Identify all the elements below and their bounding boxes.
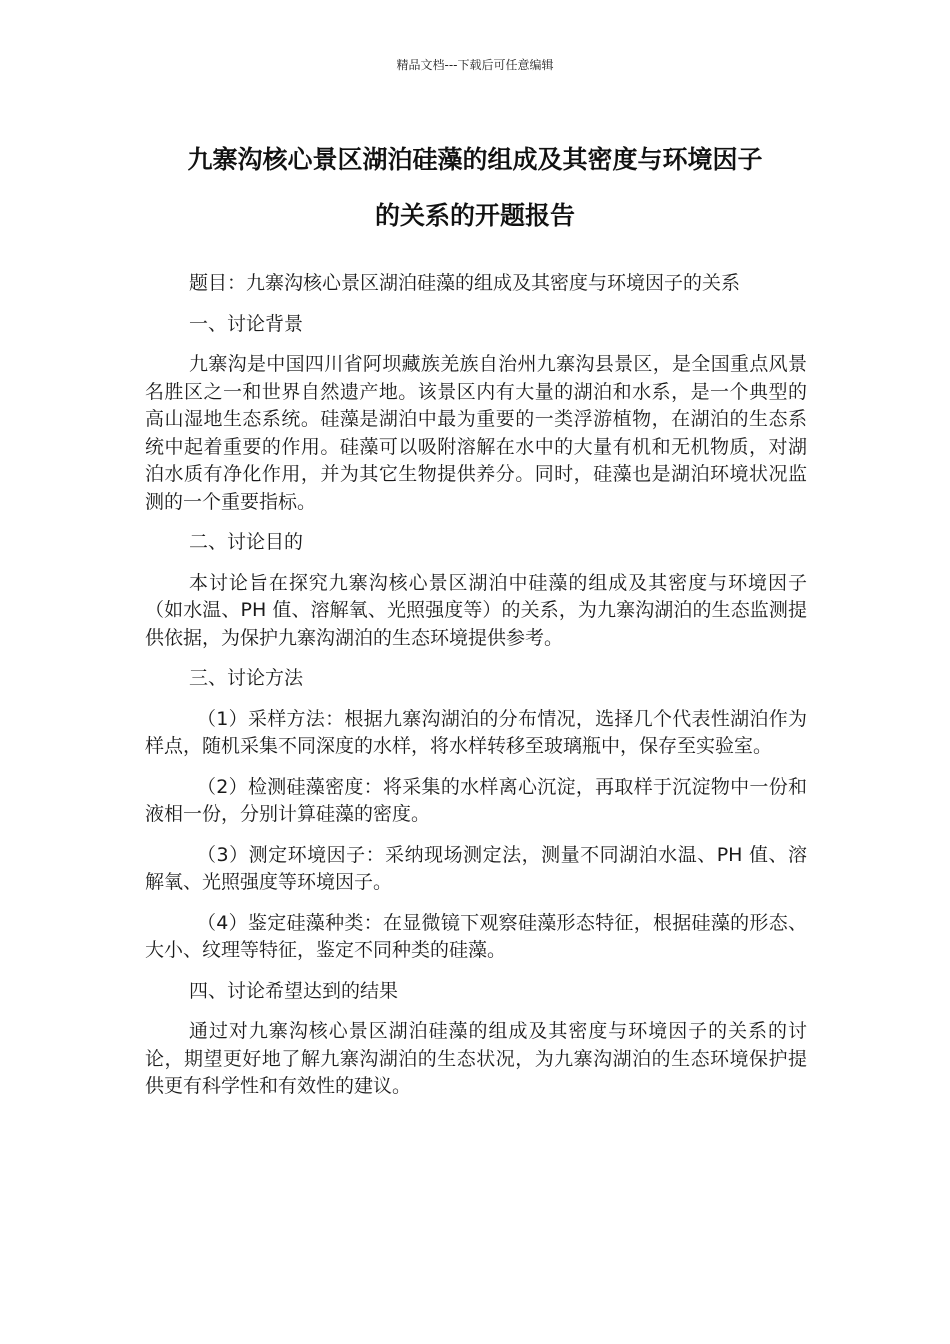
title-line-2: 的关系的开题报告 [374,201,575,230]
section-heading-purpose: 二、讨论目的 [189,531,304,553]
document-body [145,270,807,1114]
method-item-identification: （4）鉴定硅藻种类：在显微镜下观察硅藻形态特征，根据硅藻的形态、大小、纹理等特征，鉴定不同种类的硅藻。 [145,911,807,961]
header-note: 精品文档---下载后可任意编辑 [396,58,554,72]
section-heading-methods: 三、讨论方法 [189,667,304,689]
method-item-environment: （3）测定环境因子：采纳现场测定法，测量不同湖泊水温、PH 值、溶解氧、光照强度等环境因子。 [145,843,807,893]
background-paragraph: 九寨沟是中国四川省阿坝藏族羌族自治州九寨沟县景区，是全国重点风景名胜区之一和世界自然遗产地。该景区内有大量的湖泊和水系，是一个典型的高山湿地生态系统。硅藻是湖泊中最为重要的一类浮游植物，在湖泊的生态系统中起着重要的作用。硅藻可以吸附溶解在水中的大量有机和无机物质，对湖泊水质有净化作用，并为其它生物提供养分。同时，硅藻也是湖泊环境状况监测的一个重要指标。 [145,353,807,513]
method-item-sampling: （1）采样方法：根据九寨沟湖泊的分布情况，选择几个代表性湖泊作为样点，随机采集不同深度的水样，将水样转移至玻璃瓶中，保存至实验室。 [145,707,807,757]
section-heading-background: 一、讨论背景 [189,312,304,335]
section-heading-results: 四、讨论希望达到的结果 [189,979,399,1002]
topic-line: 题目：九寨沟核心景区湖泊硅藻的组成及其密度与环境因子的关系 [189,272,741,294]
results-paragraph: 通过对九寨沟核心景区湖泊硅藻的组成及其密度与环境因子的关系的讨论，期望更好地了解九寨沟湖泊的生态状况，为九寨沟湖泊的生态环境保护提供更有科学性和有效性的建议。 [145,1020,807,1097]
title-line-1: 九寨沟核心景区湖泊硅藻的组成及其密度与环境因子 [187,145,763,174]
document-title [130,132,820,244]
method-item-density: （2）检测硅藻密度：将采集的水样离心沉淀，再取样于沉淀物中一份和液相一份，分别计算硅藻的密度。 [145,775,807,825]
purpose-paragraph: 本讨论旨在探究九寨沟核心景区湖泊中硅藻的组成及其密度与环境因子（如水温、PH 值、溶解氧、光照强度等）的关系，为九寨沟湖泊的生态监测提供依据，为保护九寨沟湖泊的生态环境提供参考。 [145,571,807,649]
